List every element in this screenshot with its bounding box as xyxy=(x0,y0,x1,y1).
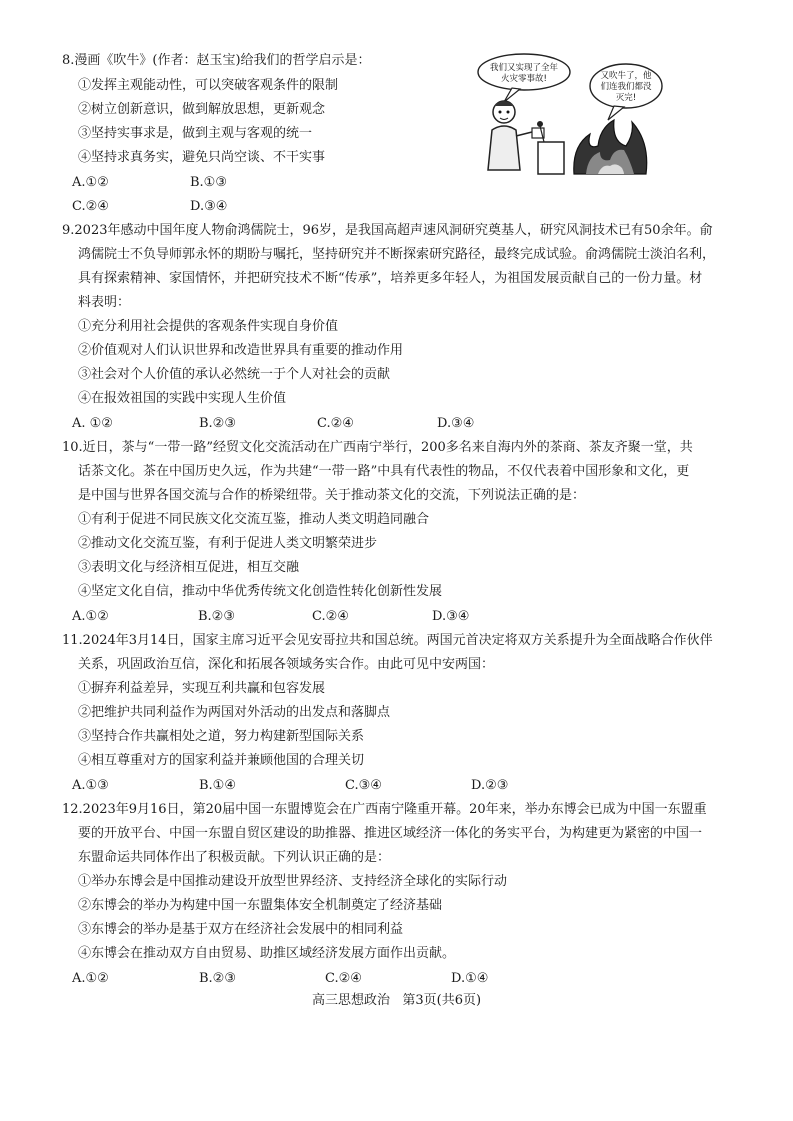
q9-option-4: ④在报效祖国的实践中实现人生价值 xyxy=(78,391,287,406)
bubble-right-line-3: 灭完! xyxy=(615,93,637,103)
q11-choices xyxy=(72,777,508,795)
q8-choice-a: A.①② xyxy=(72,175,109,190)
q10-stem-line-2: 话茶文化。茶在中国历史久远，作为共建“一带一路”中具有代表性的物品，不仅代表着中国形象和文化，更 xyxy=(78,464,690,479)
q12-option-1: ①举办东博会是中国推动建设开放型世界经济、支持经济全球化的实际行动 xyxy=(78,874,508,889)
q9-choice-b: B.②③ xyxy=(199,416,236,431)
q12-choices xyxy=(72,970,488,988)
q12-choice-a: A.①② xyxy=(72,971,109,986)
q11-option-1: ①摒弃利益差异，实现互利共赢和包容发展 xyxy=(78,681,326,696)
q8-option-2: ②树立创新意识，做到解放思想，更新观念 xyxy=(78,102,326,117)
q11-option-2: ②把维护共同利益作为两国对外活动的出发点和落脚点 xyxy=(78,705,391,720)
q9-choice-c: C.②④ xyxy=(317,416,354,431)
q12-option-4: ④东博会在推动双方自由贸易、助推区域经济发展方面作出贡献。 xyxy=(78,946,456,961)
q10-stem-line-1: 10.近日，茶与“一带一路”经贸文化交流活动在广西南宁举行，200多名来自海内外的茶商、茶友齐聚一堂，共 xyxy=(62,440,693,455)
q8-choice-b: B.①③ xyxy=(190,175,227,190)
q12-stem-line-3: 东盟命运共同体作出了积极贡献。下列认识正确的是： xyxy=(78,850,391,865)
q10-stem-line-3: 是中国与世界各国交流与合作的桥梁纽带。关于推动茶文化的交流，下列说法正确的是： xyxy=(78,488,586,503)
q12-stem-line-1: 12.2023年9月16日，第20届中国一东盟博览会在广西南宁隆重开幕。20年来，举办东博会已成为中国一东盟重 xyxy=(62,802,707,817)
q8-option-1: ①发挥主观能动性，可以突破客观条件的限制 xyxy=(78,78,339,93)
q10-choice-a: A.①② xyxy=(72,609,109,624)
page-footer: 高三思想政治 第3页(共6页) xyxy=(311,993,482,1008)
q10-choice-c: C.②④ xyxy=(312,609,349,624)
q9-stem-line-4: 料表明： xyxy=(78,295,131,310)
q8-choice-d: D.③④ xyxy=(190,199,228,214)
q8-choices-row1 xyxy=(72,174,227,192)
q10-option-3: ③表明文化与经济相互促进，相互交融 xyxy=(78,560,300,575)
q11-stem-line-2: 关系，巩固政治互信，深化和拓展各领域务实合作。由此可见中安两国： xyxy=(78,657,495,672)
q11-choice-b: B.①④ xyxy=(199,778,236,793)
q9-choice-a: A. ①② xyxy=(72,416,113,431)
q9-choices xyxy=(72,415,474,433)
q8-option-3: ③坚持实事求是，做到主观与客观的统一 xyxy=(78,126,313,141)
q11-stem-line-1: 11.2024年3月14日，国家主席习近平会见安哥拉共和国总统。两国元首决定将双方关系提升为全面战略合作伙伴 xyxy=(62,633,713,648)
q9-stem-line-2: 鸿儒院士不负导师郭永怀的期盼与嘱托，坚持研究并不断探索研究路径，最终完成试验。俞鸿儒院士淡泊名利， xyxy=(78,247,716,262)
q9-option-3: ③社会对个人价值的承认必然统一于个人对社会的贡献 xyxy=(78,367,391,382)
q9-option-1: ①充分利用社会提供的客观条件实现自身价值 xyxy=(78,319,339,334)
bubble-right-line-2: 们连我们都没 xyxy=(600,82,652,92)
q10-option-2: ②推动文化交流互鉴，有利于促进人类文明繁荣进步 xyxy=(78,536,378,551)
q12-option-3: ③东博会的举办是基于双方在经济社会发展中的相同利益 xyxy=(78,922,404,937)
q11-choice-d: D.②③ xyxy=(471,778,509,793)
q9-stem-line-1: 9.2023年感动中国年度人物俞鸿儒院士，96岁，是我国高超声速风洞研究奠基人，研究风洞技术已有50余年。俞 xyxy=(62,223,713,238)
q12-choice-b: B.②③ xyxy=(199,971,236,986)
q12-choice-d: D.①④ xyxy=(451,971,489,986)
q9-choice-d: D.③④ xyxy=(437,416,475,431)
q10-option-1: ①有利于促进不同民族文化交流互鉴，推动人类文明趋同融合 xyxy=(78,512,430,527)
q8-option-4: ④坚持求真务实，避免只尚空谈、不干实事 xyxy=(78,150,326,165)
q10-choice-d: D.③④ xyxy=(432,609,470,624)
cartoon-drawing xyxy=(474,50,664,180)
q11-choice-c: C.③④ xyxy=(345,778,382,793)
bubble-left-line-2: 火灾零事故! xyxy=(501,74,547,84)
q9-stem-line-3: 具有探索精神、家国情怀，并把研究技术不断“传承”，培养更多年轻人，为祖国发展贡献自己的一份力量。材 xyxy=(78,271,703,286)
q10-option-4: ④坚定文化自信，推动中华优秀传统文化创造性转化创新性发展 xyxy=(78,584,443,599)
cartoon-illustration xyxy=(474,50,664,180)
q11-option-3: ③坚持合作共赢相处之道，努力构建新型国际关系 xyxy=(78,729,365,744)
q8-choice-c: C.②④ xyxy=(72,199,109,214)
bubble-right-line-1: 又吹牛了，他 xyxy=(600,71,652,81)
q11-option-4: ④相互尊重对方的国家利益并兼顾他国的合理关切 xyxy=(78,753,365,768)
q10-choice-b: B.②③ xyxy=(198,609,235,624)
q8-title: 8.漫画《吹牛》(作者：赵玉宝)给我们的哲学启示是： xyxy=(62,53,371,68)
q12-stem-line-2: 要的开放平台、中国一东盟自贸区建设的助推器、推进区域经济一体化的务实平台，为构建更为紧密的中国一 xyxy=(78,826,703,841)
q9-option-2: ②价值观对人们认识世界和改造世界具有重要的推动作用 xyxy=(78,343,404,358)
q8-choices-row2 xyxy=(72,198,227,216)
q11-choice-a: A.①③ xyxy=(72,778,109,793)
bubble-left-line-1: 我们又实现了全年 xyxy=(489,63,559,73)
q12-choice-c: C.②④ xyxy=(325,971,362,986)
q12-option-2: ②东博会的举办为构建中国一东盟集体安全机制奠定了经济基础 xyxy=(78,898,443,913)
q10-choices xyxy=(72,608,469,626)
